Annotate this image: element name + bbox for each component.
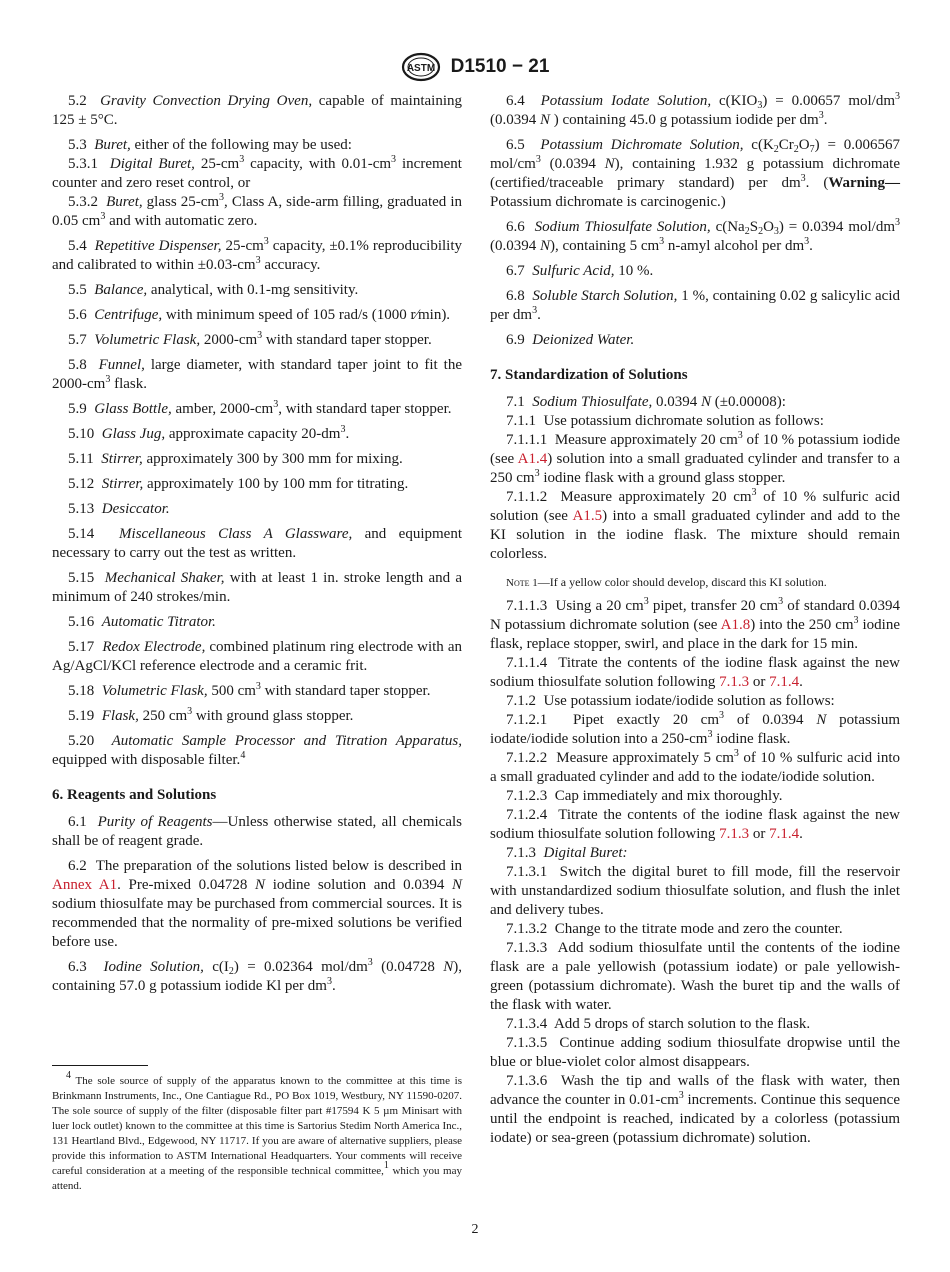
para-5-3-1: 5.3.1 Digital Buret, $25-cm^3$ capacity, with $0.01-cm^3$ increment counter and zero reset control, or bbox=[52, 154, 462, 191]
para-5-10: 5.10 Glass Jug, approximate capacity $20-dm^3$. bbox=[68, 424, 350, 442]
ref-7-1-3-link[interactable]: 7.1.3 bbox=[719, 674, 750, 690]
para-6-9: 6.9 Deionized Water. bbox=[506, 332, 635, 348]
ref-7-1-4-link[interactable]: 7.1.4 bbox=[769, 674, 800, 690]
para-5-18: 5.18 Volumetric Flask, 500 $cm^3$ with standard taper stopper. bbox=[68, 681, 431, 699]
para-5-16: 5.16 Automatic Titrator. bbox=[68, 614, 216, 630]
para-5-17: 5.17 Redox Electrode, combined platinum ring electrode with an Ag/AgCl/KCl reference electrode and a ceramic frit. bbox=[52, 639, 463, 674]
para-5-8: 5.8 Funnel, large diameter, with standard taper joint to fit the $2000-cm^3$ flask. bbox=[52, 357, 462, 392]
para-6-6: 6.6 Sodium Thiosulfate Solution, $c(Na_2S_2O_3) = 0.0394$ mol/$dm^3$ (0.0394 N), containing 5 $cm^3$ n-amyl alcohol per $dm^3$. bbox=[490, 217, 901, 254]
para-6-8: 6.8 Soluble Starch Solution, 1 %, containing 0.02 g salicylic acid per $dm^3$. bbox=[490, 288, 900, 323]
para-6-1: 6.1 Purity of Reagents—Unless otherwise stated, all chemicals shall be of reagent grade. bbox=[52, 814, 462, 849]
para-5-15: 5.15 Mechanical Shaker, with at least 1 in. stroke length and a minimum of 240 strokes/min. bbox=[52, 570, 463, 605]
a1-5-link[interactable]: A1.5 bbox=[572, 508, 603, 524]
para-5-9: 5.9 Glass Bottle, amber, $2000-cm^3$, with standard taper stopper. bbox=[68, 399, 452, 417]
para-5-13: 5.13 Desiccator. bbox=[68, 501, 170, 517]
para-6-5: 6.5 Potassium Dichromate Solution, $c(K_2Cr_2O_7) = 0.006567$ mol/$cm^3$ (0.0394 N), containing 1.932 g potassium dichromate (certified/traceable primary standard) per $dm^3$. (Warning—Potassium dichromate is carcinogenic.) bbox=[490, 137, 901, 210]
para-5-12: 5.12 Stirrer, approximately 100 by 100 mm for titrating. bbox=[68, 476, 409, 492]
para-7-1-3-1: 7.1.3.1 Switch the digital buret to fill mode, fill the reservoir with unstandardized sodium thiosulfate solution, and flush the inlet and delivery tubes. bbox=[490, 864, 900, 918]
para-5-19: 5.19 Flask, 250 $cm^3$ with ground glass stopper. bbox=[68, 706, 354, 724]
para-5-11: 5.11 Stirrer, approximately 300 by 300 mm for mixing. bbox=[68, 451, 403, 467]
ref-7-1-3-link[interactable]: 7.1.3 bbox=[719, 826, 750, 842]
astm-logo-icon bbox=[401, 52, 441, 82]
para-7-1-2-2: 7.1.2.2 Measure approximately 5 $cm^3$ of 10 % sulfuric acid into a small graduated cylinder and add to the iodate/iodide solution. bbox=[490, 748, 900, 785]
annex-a1-link[interactable]: Annex A1 bbox=[52, 877, 118, 893]
para-7-1-2: 7.1.2 Use potassium iodate/iodide solution as follows: bbox=[506, 693, 835, 709]
para-7-1-3-6: 7.1.3.6 Wash the tip and walls of the flask with water, then advance the counter in $0.01-cm^3$ increments. Continue this sequence until the endpoint is reached, indicated by a colorless (potassium iodate) or sea-green (potassium dichromate) solution. bbox=[490, 1073, 900, 1146]
standard-designation: D1510 − 21 bbox=[450, 56, 550, 77]
para-7-1-3: 7.1.3 Digital Buret: bbox=[506, 845, 628, 861]
svg-text:ASTM: ASTM bbox=[406, 63, 435, 74]
page-header bbox=[0, 52, 950, 82]
para-7-1-1-3: 7.1.1.3 Using a 20 $cm^3$ pipet, transfer 20 $cm^3$ of standard 0.0394 N potassium dichromate solution (see A1.8) into the 250 $cm^3$ iodine flask, replace stopper, swirl, and place in the dark for 15 min. bbox=[490, 596, 901, 652]
a1-4-link[interactable]: A1.4 bbox=[517, 451, 548, 467]
para-5-4: 5.4 Repetitive Dispenser, $25-cm^3$ capacity, ±0.1% reproducibility and calibrated to within $\pm 0.03-cm^3$ accuracy. bbox=[52, 236, 462, 273]
para-6-4: 6.4 Potassium Iodate Solution, $c(KIO_3) = 0.00657$ mol/$dm^3$ (0.0394 N ) containing 45.0 g potassium iodide per $dm^3$. bbox=[490, 91, 901, 128]
para-5-5: 5.5 Balance, analytical, with 0.1-mg sensitivity. bbox=[68, 282, 359, 298]
footnote-4: $^4$ The sole source of supply of the apparatus known to the committee at this time is Brinkmann Instruments, Inc., One Cantiague Rd., PO Box 1019, Westbury, NY 11590-0207. The sole source of supply of the filter (disposable filter part #17594 K 5 µm Minisart with luer lock outlet) known to the committee at this time is Sartorius Stedim North America Inc., 131 Heartland Blvd., Edgewood, NY 11717. If you are aware of alternative suppliers, please provide this information to ASTM International Headquarters. Your comments will receive careful consideration at a meeting of the responsible technical committee,$^1$ which you may attend. bbox=[52, 1070, 462, 1192]
para-7-1-1-1: 7.1.1.1 Measure approximately 20 $cm^3$ of 10 % potassium iodide (see A1.4) solution into a small graduated cylinder and transfer to a 250 $cm^3$ iodine flask with a ground glass stopper. bbox=[490, 430, 900, 486]
footnote-rule bbox=[52, 1065, 148, 1066]
para-5-3: 5.3 Buret, either of the following may be used: bbox=[68, 137, 352, 153]
para-7-1: 7.1 Sodium Thiosulfate, 0.0394 N (±0.00008): bbox=[506, 394, 786, 410]
para-7-1-3-3: 7.1.3.3 Add sodium thiosulfate until the contents of the iodine flask are a pale yellowish (potassium iodate) or pale yellowish-green (potassium dichromate). Wash the buret tip and the walls of the flask with water. bbox=[490, 940, 900, 1013]
para-5-20: 5.20 Automatic Sample Processor and Titration Apparatus, equipped with disposable filter.$^4$ bbox=[52, 733, 463, 768]
para-7-1-3-2: 7.1.3.2 Change to the titrate mode and zero the counter. bbox=[506, 921, 843, 937]
para-5-7: 5.7 Volumetric Flask, $2000-cm^3$ with standard taper stopper. bbox=[68, 330, 432, 348]
para-5-3-2: 5.3.2 Buret, glass $25-cm^3$, Class A, side-arm filling, graduated in 0.05 $cm^3$ and with automatic zero. bbox=[52, 192, 462, 229]
para-7-1-1-2: 7.1.1.2 Measure approximately 20 $cm^3$ of 10 % sulfuric acid solution (see A1.5) into a small graduated cylinder and add to the KI solution in the iodine flask. The mixture should remain colorless. bbox=[490, 487, 901, 562]
section-6-heading: 6. Reagents and Solutions bbox=[52, 787, 217, 803]
para-7-1-2-3: 7.1.2.3 Cap immediately and mix thoroughly. bbox=[506, 788, 783, 804]
note-1: Note 1—If a yellow color should develop, discard this KI solution. bbox=[506, 575, 827, 589]
para-6-3: 6.3 Iodine Solution, $c(I_2) = 0.02364$ mol/$dm^3$ (0.04728 N), containing 57.0 g potassium iodide Kl per $dm^3$. bbox=[52, 957, 463, 994]
right-column bbox=[490, 92, 900, 1148]
left-column bbox=[52, 92, 462, 1002]
ref-7-1-4-link[interactable]: 7.1.4 bbox=[769, 826, 800, 842]
para-6-7: 6.7 Sulfuric Acid, 10 %. bbox=[506, 263, 654, 279]
para-7-1-3-4: 7.1.3.4 Add 5 drops of starch solution to the flask. bbox=[506, 1016, 811, 1032]
para-5-6: 5.6 Centrifuge, with minimum speed of 105 rad/s (1000 r⁄min). bbox=[68, 307, 451, 323]
para-7-1-1-4: 7.1.1.4 Titrate the contents of the iodine flask against the new sodium thiosulfate solution following 7.1.3 or 7.1.4. bbox=[490, 655, 900, 690]
a1-8-link[interactable]: A1.8 bbox=[720, 617, 751, 633]
para-5-14: 5.14 Miscellaneous Class A Glassware, and equipment necessary to carry out the test as written. bbox=[52, 526, 463, 561]
para-7-1-2-1: 7.1.2.1 Pipet exactly 20 $cm^3$ of 0.0394 N potassium iodate/iodide solution into a $250-cm^3$ iodine flask. bbox=[490, 710, 901, 747]
page-number: 2 bbox=[471, 1222, 479, 1237]
para-5-2: 5.2 Gravity Convection Drying Oven, capable of maintaining 125 ± 5°C. bbox=[52, 93, 463, 128]
para-7-1-1: 7.1.1 Use potassium dichromate solution as follows: bbox=[506, 413, 824, 429]
para-7-1-2-4: 7.1.2.4 Titrate the contents of the iodine flask against the new sodium thiosulfate solution following 7.1.3 or 7.1.4. bbox=[490, 807, 900, 842]
para-6-2: 6.2 The preparation of the solutions listed below is described in Annex A1. Pre-mixed 0.04728 N iodine solution and 0.0394 N sodium thiosulfate may be purchased from commercial sources. It is recommended that the normality of pre-mixed solutions be verified before use. bbox=[52, 858, 463, 950]
section-7-heading: 7. Standardization of Solutions bbox=[490, 367, 688, 383]
para-7-1-3-5: 7.1.3.5 Continue adding sodium thiosulfate dropwise until the blue or blue-violet color almost disappears. bbox=[490, 1035, 900, 1070]
